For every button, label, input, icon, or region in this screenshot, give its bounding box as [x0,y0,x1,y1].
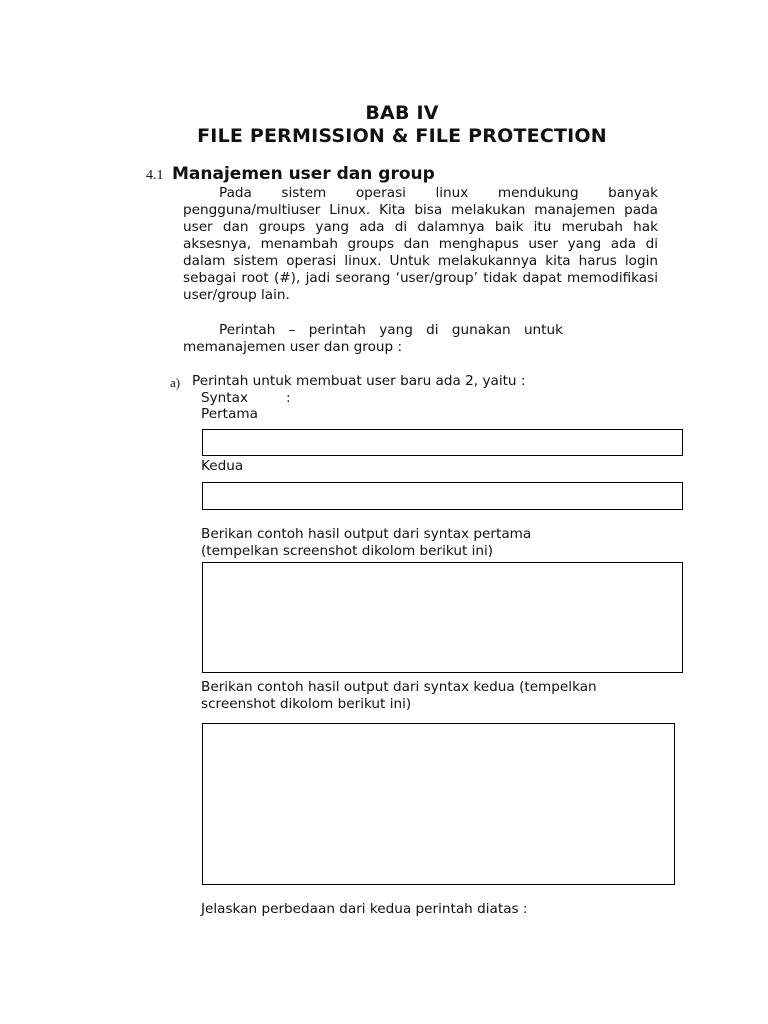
syntax-label: Syntax [201,390,248,406]
second-output-screenshot-box[interactable] [202,723,675,885]
explain-prompt: Jelaskan perbedaan dari kedua perintah diatas : [201,901,528,917]
chapter-title: FILE PERMISSION & FILE PROTECTION [197,125,607,147]
second-output-prompt-line1: Berikan contoh hasil output dari syntax kedua (tempelkan [201,679,597,695]
list-marker: a) [170,375,181,390]
chapter-heading: BAB IV [365,102,439,124]
second-syntax-field[interactable] [202,482,683,510]
second-output-prompt-line2: screenshot dikolom berikut ini) [201,696,412,712]
section-number: 4.1 [146,168,164,183]
intro-paragraph: Pada sistem operasi linux mendukung banyak pengguna/multiuser Linux. Kita bisa melakukan manajemen pada user dan groups yang ada di dalamnya baik itu merubah hak aksesnya, menambah groups dan menghapus user yang ada di dalam sistem operasi linux. Untuk melakukannya kita harus login sebagai root (#), jadi seorang ‘user/group’ tidak dapat memodifikasi user/group lain. [183,185,658,303]
first-output-screenshot-box[interactable] [202,562,683,673]
section-title: Manajemen user dan group [172,164,435,184]
first-output-prompt-line1: Berikan contoh hasil output dari syntax pertama [201,526,532,542]
first-syntax-label: Pertama [201,406,258,422]
commands-paragraph: Perintah – perintah yang di gunakan untuk memanajemen user dan group : [183,322,563,355]
item-a-text: Perintah untuk membuat user baru ada 2, yaitu : [192,373,526,389]
syntax-colon: : [286,390,291,406]
first-output-prompt-line2: (tempelkan screenshot dikolom berikut ini) [201,543,494,559]
first-syntax-field[interactable] [202,429,683,456]
second-syntax-label: Kedua [201,458,244,474]
